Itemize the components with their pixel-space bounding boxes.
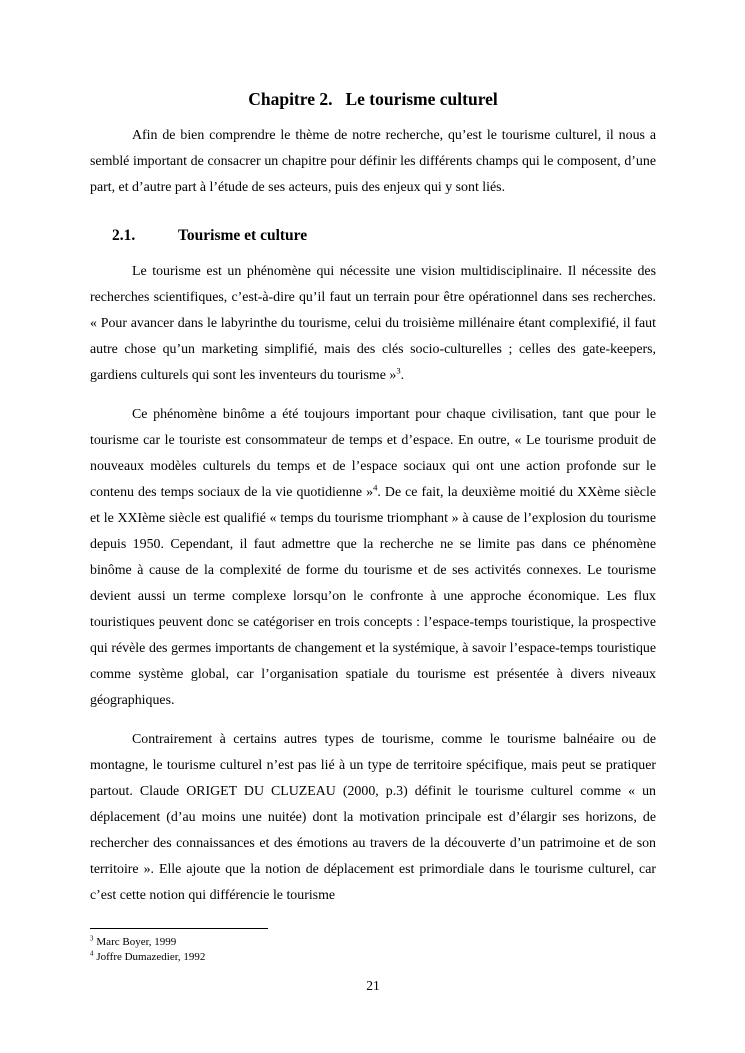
chapter-title <box>90 88 656 110</box>
footnote-4-text: Joffre Dumazedier, 1992 <box>96 951 206 963</box>
paragraph-1-tail: . <box>400 368 405 383</box>
chapter-name: Le tourisme culturel <box>345 89 498 109</box>
page-footer <box>90 928 656 995</box>
paragraph-2-text: Ce phénomène binôme a été toujours important pour chaque civilisation, tant que pour le tourisme car le touriste est consommateur de temps et d’espace. En outre, « Le tourisme produit de nouveaux modèles culturels du temps et de l’espace sociaux qui ont une action profonde sur le contenu des temps sociaux de la vie quotidienne » <box>90 407 656 500</box>
paragraph-2-tail: . De ce fait, la deuxième moitié du XXème siècle et le XXIème siècle est qualifié « temps du tourisme triomphant » à cause de l’explosion du tourisme depuis 1950. Cependant, il faut admettre que la recherche ne se limite pas dans ce phénomène binôme à cause de la complexité de forme du tourisme et de ses activités connexes. Le tourisme devient aussi un terme complexe lorsqu’on le confronte à une approche économique. Les flux touristiques peuvent donc se catégoriser en trois concepts : l’espace-temps touristique, la prospective qui révèle des germes importants de changement et la systémique, à savoir l’espace-temps touristique comme système global, car l’organisation spatiale du tourisme est présentée à divers niveaux géographiques. <box>90 485 656 708</box>
paragraph-tourisme-culturel-definition <box>90 727 656 909</box>
paragraph-3-text: Contrairement à certains autres types de tourisme, comme le tourisme balnéaire ou de montagne, le tourisme culturel n’est pas lié à un type de territoire spécifique, mais peut se pratiquer partout. Claude ORIGET DU CLUZEAU (2000, p.3) définit le tourisme culturel comme « un déplacement (d’au moins une nuitée) dont la motivation principale est d’élargir ses horizons, de rechercher des connaissances et des émotions au travers de la découverte d’un patrimoine et de son territoire ». Elle ajoute que la notion de déplacement est primordiale dans le tourisme culturel, car c’est cette notion qui différencie le tourisme <box>90 732 656 903</box>
section-number: 2.1. <box>112 227 136 244</box>
footnote-4-marker: 4 <box>90 950 94 958</box>
footnote-ref-4: 4 <box>373 482 378 493</box>
footnote-3 <box>90 935 656 950</box>
chapter-number: Chapitre 2. <box>248 89 333 109</box>
section-title-text: Tourisme et culture <box>178 227 308 244</box>
footnote-separator <box>90 928 268 929</box>
intro-paragraph: Afin de bien comprendre le thème de notre recherche, qu’est le tourisme culturel, il nous a semblé important de consacrer un chapitre pour définir les différents champs qui le composent, d’une part, et d’autre part à l’étude de ses acteurs, puis des enjeux qui y sont liés. <box>90 128 656 195</box>
page-number: 21 <box>366 978 380 993</box>
footnote-3-marker: 3 <box>90 935 94 943</box>
paragraph-tourisme-phenomene <box>90 259 656 389</box>
footnote-ref-3: 3 <box>396 365 401 376</box>
paragraph-1-text: Le tourisme est un phénomène qui nécessite une vision multidisciplinaire. Il nécessite des recherches scientifiques, c’est-à-dire qu’il faut un terrain pour être opérationnel dans ses recherches. « Pour avancer dans le labyrinthe du tourisme, celui du troisième millénaire étant complexifié, il faut autre chose qu’un marketing simplifié, mais des clés socio-culturelles ; celles des gate-keepers, gardiens culturels qui sont les inventeurs du tourisme » <box>90 264 656 383</box>
paragraph-phenomene-binome <box>90 402 656 714</box>
section-heading-2-1 <box>90 225 656 246</box>
footnote-4 <box>90 950 656 965</box>
footnote-3-text: Marc Boyer, 1999 <box>96 936 177 948</box>
